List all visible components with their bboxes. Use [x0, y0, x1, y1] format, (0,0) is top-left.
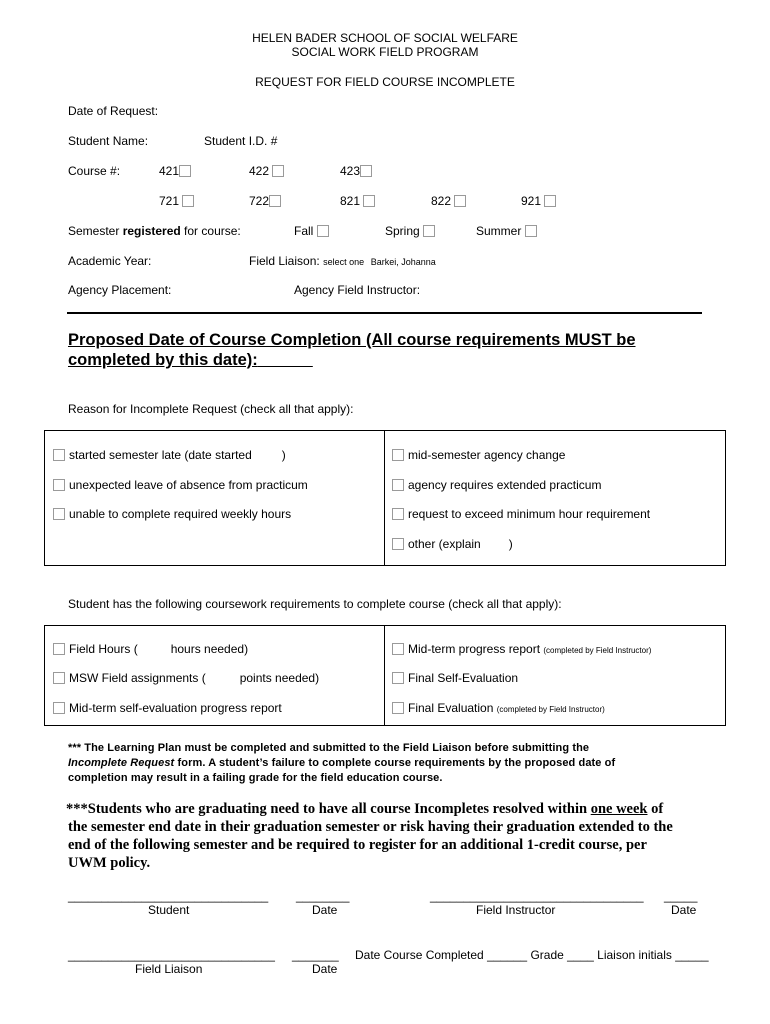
- liaison-date-label: Date: [312, 962, 338, 976]
- learning-plan-notice-line2: [68, 757, 615, 769]
- req-msw-assignments[interactable]: [53, 671, 319, 685]
- checkbox[interactable]: [317, 225, 329, 237]
- student-signature-label: Student: [148, 903, 190, 917]
- reason-text: unable to complete required weekly hours: [69, 507, 292, 521]
- course-option-423[interactable]: [340, 164, 372, 178]
- checkbox[interactable]: [53, 702, 65, 714]
- notice-italic: Incomplete Request: [68, 757, 175, 769]
- req-text: Field Hours (: [69, 642, 138, 656]
- req-tail: hours needed): [170, 642, 249, 656]
- course-number: 722: [249, 194, 270, 208]
- proposed-date-line1: Proposed Date of Course Completion (All course requirements MUST be: [68, 331, 636, 349]
- reason-started-late[interactable]: [53, 448, 286, 462]
- liaison-signature-line[interactable]: _______________________________: [68, 948, 275, 962]
- course-number: 423: [340, 164, 361, 178]
- req-final-evaluation[interactable]: [392, 701, 605, 715]
- student-date-line[interactable]: ________: [296, 889, 350, 903]
- semester-name: Spring: [385, 224, 420, 238]
- course-number: 421: [159, 164, 180, 178]
- reason-agency-change[interactable]: [392, 448, 565, 462]
- graduation-notice-line2: the semester end date in their graduation semester or risk having their graduation extended to the: [68, 819, 673, 835]
- course-number: 822: [431, 194, 452, 208]
- reason-text: request to exceed minimum hour requirement: [408, 507, 651, 521]
- course-number: 821: [340, 194, 361, 208]
- student-date-label: Date: [312, 903, 338, 917]
- course-option-421[interactable]: [159, 164, 191, 178]
- graduation-notice-line4: UWM policy.: [68, 855, 151, 871]
- reason-text: mid-semester agency change: [408, 448, 566, 462]
- req-text: Mid-term progress report: [408, 642, 541, 656]
- school-name: HELEN BADER SCHOOL OF SOCIAL WELFARE: [252, 31, 518, 45]
- student-signature-line[interactable]: ______________________________: [68, 889, 269, 903]
- reason-weekly-hours[interactable]: [53, 507, 291, 521]
- learning-plan-notice-line3: completion may result in a failing grade for the field education course.: [68, 772, 443, 784]
- agency-instructor-label: Agency Field Instructor:: [294, 283, 421, 297]
- checkbox[interactable]: [53, 643, 65, 655]
- liaison-date-line[interactable]: _______: [292, 948, 339, 962]
- notice-rest: form. A student’s failure to complete course requirements by the proposed date of: [174, 757, 616, 769]
- reason-text: other (explain: [408, 537, 481, 551]
- coursework-divider: [384, 625, 385, 726]
- instructor-date-label: Date: [671, 903, 697, 917]
- req-final-self-eval[interactable]: [392, 671, 518, 685]
- semester-name: Summer: [476, 224, 522, 238]
- liaison-signature-label: Field Liaison: [135, 962, 203, 976]
- semester-name: Fall: [294, 224, 314, 238]
- semester-label-post: for course:: [180, 224, 241, 238]
- completion-fields[interactable]: Date Course Completed ______ Grade ____ Liaison initials _____: [355, 948, 709, 962]
- field-liaison-select-hint[interactable]: select one: [323, 257, 365, 267]
- instructor-date-line[interactable]: _____: [664, 889, 698, 903]
- course-option-821[interactable]: [340, 194, 375, 208]
- req-text: Final Self-Evaluation: [408, 671, 519, 685]
- semester-option-spring[interactable]: [385, 224, 435, 238]
- checkbox[interactable]: [454, 195, 466, 207]
- checkbox[interactable]: [392, 672, 404, 684]
- req-midterm-self-eval[interactable]: [53, 701, 282, 715]
- section-divider: [67, 312, 702, 314]
- checkbox[interactable]: [525, 225, 537, 237]
- checkbox[interactable]: [392, 479, 404, 491]
- reasons-divider: [384, 430, 385, 566]
- checkbox[interactable]: [53, 672, 65, 684]
- instructor-signature-label: Field Instructor: [476, 903, 556, 917]
- course-number: 921: [521, 194, 542, 208]
- req-note: (completed by Field Instructor): [543, 646, 652, 655]
- reason-close: ): [508, 537, 513, 551]
- agency-placement-label: Agency Placement:: [68, 283, 172, 297]
- graduation-notice-post: of: [647, 801, 664, 817]
- req-midterm-progress[interactable]: [392, 642, 651, 656]
- req-text: Final Evaluation: [408, 701, 494, 715]
- checkbox[interactable]: [272, 165, 284, 177]
- req-field-hours[interactable]: [53, 642, 248, 656]
- instructor-signature-line[interactable]: ________________________________: [430, 889, 644, 903]
- checkbox[interactable]: [392, 702, 404, 714]
- checkbox[interactable]: [392, 643, 404, 655]
- student-name-label: Student Name:: [68, 134, 149, 148]
- checkbox[interactable]: [360, 165, 372, 177]
- semester-label-pre: Semester: [68, 224, 123, 238]
- reason-text: agency requires extended practicum: [408, 478, 602, 492]
- reason-text: started semester late (date started: [69, 448, 252, 462]
- checkbox[interactable]: [423, 225, 435, 237]
- checkbox[interactable]: [53, 449, 65, 461]
- reason-extended-practicum[interactable]: [392, 478, 601, 492]
- course-option-921[interactable]: [521, 194, 556, 208]
- reason-text: unexpected leave of absence from practicum: [69, 478, 308, 492]
- coursework-intro: Student has the following coursework requirements to complete course (check all that apply):: [68, 597, 562, 611]
- date-of-request-label: Date of Request:: [68, 104, 159, 118]
- form-title: REQUEST FOR FIELD COURSE INCOMPLETE: [255, 75, 515, 89]
- course-number: 422: [249, 164, 270, 178]
- req-text: MSW Field assignments (: [69, 671, 206, 685]
- reason-other[interactable]: [392, 537, 513, 551]
- graduation-notice-underline: one week: [590, 801, 648, 817]
- semester-label-bold: registered: [122, 224, 181, 238]
- checkbox[interactable]: [182, 195, 194, 207]
- course-number: 721: [159, 194, 180, 208]
- course-option-722[interactable]: [249, 194, 281, 208]
- student-id-label: Student I.D. #: [204, 134, 278, 148]
- reasons-intro: Reason for Incomplete Request (check all that apply):: [68, 402, 354, 416]
- reason-exceed-hours[interactable]: [392, 507, 650, 521]
- field-liaison-field[interactable]: [249, 254, 436, 268]
- checkbox[interactable]: [544, 195, 556, 207]
- checkbox[interactable]: [392, 538, 404, 550]
- proposed-date-line2: [68, 351, 313, 370]
- semester-option-summer[interactable]: [476, 224, 537, 238]
- reason-close: ): [281, 448, 286, 462]
- course-option-822[interactable]: [431, 194, 466, 208]
- checkbox[interactable]: [53, 479, 65, 491]
- checkbox[interactable]: [53, 508, 65, 520]
- program-name: SOCIAL WORK FIELD PROGRAM: [291, 45, 479, 59]
- checkbox[interactable]: [179, 165, 191, 177]
- checkbox[interactable]: [392, 508, 404, 520]
- checkbox[interactable]: [392, 449, 404, 461]
- reason-leave-of-absence[interactable]: [53, 478, 308, 492]
- graduation-notice-pre: ***Students who are graduating need to have all course Incompletes resolved within: [66, 801, 591, 817]
- graduation-notice-line1: [66, 801, 663, 818]
- proposed-date-line2-text: completed by this date):: [68, 351, 258, 369]
- course-option-422[interactable]: [249, 164, 284, 178]
- req-note: (completed by Field Instructor): [496, 705, 605, 714]
- req-tail: points needed): [239, 671, 320, 685]
- field-liaison-value[interactable]: Barkei, Johanna: [370, 257, 436, 267]
- semester-option-fall[interactable]: [294, 224, 329, 238]
- learning-plan-notice-line1: *** The Learning Plan must be completed and submitted to the Field Liaison before submitting the: [68, 742, 590, 754]
- checkbox[interactable]: [363, 195, 375, 207]
- course-label: Course #:: [68, 164, 121, 178]
- graduation-notice-line3: end of the following semester and be required to register for an additional 1-credit course, per: [68, 837, 647, 853]
- checkbox[interactable]: [269, 195, 281, 207]
- req-text: Mid-term self-evaluation progress report: [69, 701, 282, 715]
- course-option-721[interactable]: [159, 194, 194, 208]
- semester-label: [68, 224, 241, 238]
- field-liaison-label: Field Liaison:: [249, 254, 320, 268]
- academic-year-label: Academic Year:: [68, 254, 152, 268]
